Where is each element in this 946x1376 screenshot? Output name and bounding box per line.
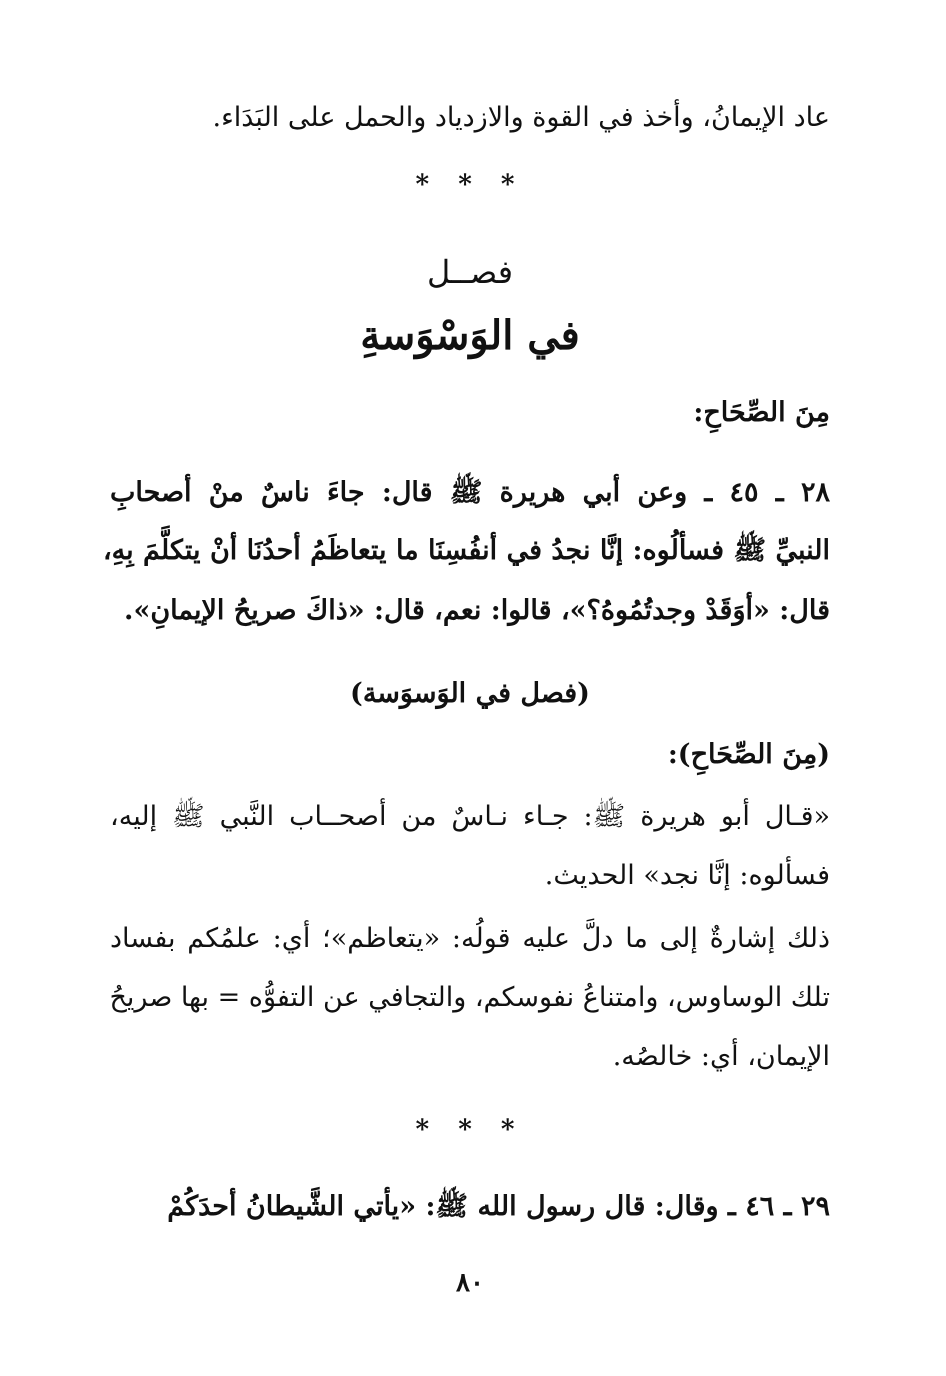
commentary-line-1: «قـال أبو هريرة ﷺ: جـاء نـاسٌ من أصحــاب النَّبي ﷺ إليه، [110,801,830,832]
source-heading: مِنَ الصِّحَاحِ: [693,397,830,428]
book-page [102,0,830,1376]
chapter-title: في الوَسْوَسةِ [360,312,580,359]
chapter-label: فصــل [426,253,514,291]
hadith-45-line-1: ٢٨ ـ ٤٥ ـ وعن أبي هريرة ﷺ قال: جاءَ ناسٌ منْ أصحابِ [110,477,830,508]
commentary-line-4: تلك الوساوس، وامتناعُ نفوسكم، والتجافي عن التفوُّه = بها صريحُ [109,982,830,1013]
commentary-chapter-ref: (فصل في الوَسوَسة) [350,678,590,709]
page-number: ٨٠ [456,1268,484,1298]
hadith-45-line-2: النبيِّ ﷺ فسألُوه: إنَّا نجدُ في أنفُسِنَا ما يتعاظَمُ أحدُنَا أنْ يتكلَّمَ بِهِ، [102,535,830,566]
text-line-iman-return: عاد الإيمانُ، وأخذ في القوة والازدياد والحمل على البَدَاء. [212,102,830,133]
commentary-line-2: فسألوه: إنَّا نجد» الحديث. [544,860,830,891]
hadith-46-line-1: ٢٩ ـ ٤٦ ـ وقال: قال رسول الله ﷺ: «يأتي الشَّيطانُ أحدَكُمْ [167,1191,830,1222]
commentary-line-3: ذلك إشارةٌ إلى ما دلَّ عليه قولُه: «يتعاظم»؛ أي: علمُكم بفساد [110,923,830,954]
hadith-45-line-3: قال: «أوَقَدْ وجدتُمُوهُ؟»، قالوا: نعم، قال: «ذاكَ صريحُ الإيمانِ». [124,595,830,626]
commentary-line-5: الإيمان، أي: خالصُه. [612,1041,830,1072]
section-divider-stars: * * * [415,170,525,200]
section-divider-stars-2: * * * [415,1115,525,1145]
commentary-source-ref: (مِنَ الصِّحَاحِ): [667,739,830,770]
